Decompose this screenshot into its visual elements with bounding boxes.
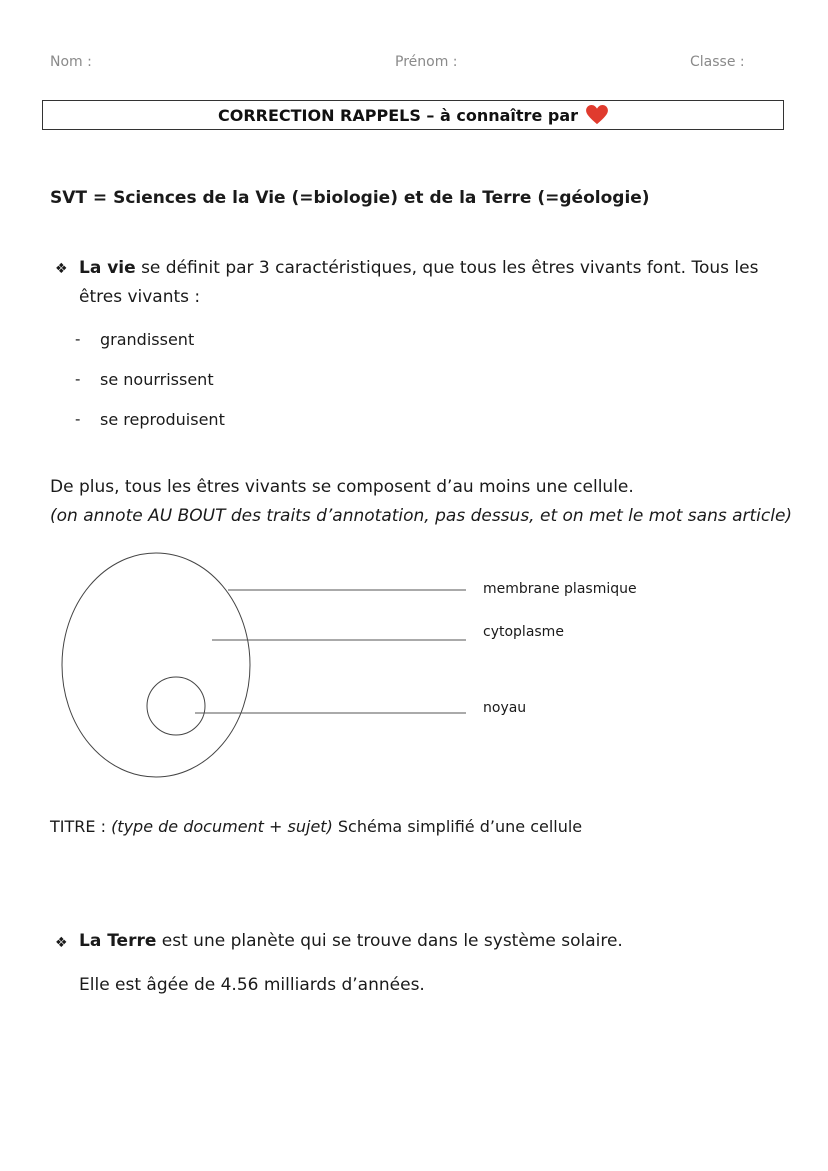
terre-rest: est une planète qui se trouve dans le système solaire. [156, 931, 623, 951]
list-dash: - [75, 370, 81, 388]
cell-membrane-outline [62, 553, 250, 777]
vie-rest: se définit par 3 caractéristiques, que tous les êtres vivants font. Tous les [135, 258, 759, 278]
svt-definition: SVT = Sciences de la Vie (=biologie) et de la Terre (=géologie) [50, 188, 650, 208]
titre-hint: (type de document + sujet) [111, 817, 333, 836]
list-item: se reproduisent [100, 410, 225, 429]
noyau-label: noyau [483, 700, 527, 716]
vie-paragraph-line2: êtres vivants : [79, 287, 201, 307]
terre-age: Elle est âgée de 4.56 milliards d’années. [79, 975, 425, 995]
nucleus-outline [147, 677, 205, 735]
list-item: grandissent [100, 330, 195, 349]
vie-bold: La vie [79, 258, 136, 278]
diagram-title [50, 817, 582, 836]
heart-icon [586, 105, 608, 125]
terre-paragraph [79, 931, 623, 951]
classe-label: Classe : [690, 54, 745, 70]
cellule-sentence: De plus, tous les êtres vivants se composent d’au moins une cellule. [50, 477, 634, 497]
prenom-label: Prénom : [395, 54, 458, 70]
vie-paragraph-line1 [79, 258, 758, 278]
title-box [42, 100, 784, 130]
cytoplasme-label: cytoplasme [483, 624, 564, 640]
bullet-vie-icon: ❖ [55, 261, 68, 277]
terre-bold: La Terre [79, 931, 157, 951]
nom-label: Nom : [50, 54, 92, 70]
list-item: se nourrissent [100, 370, 214, 389]
cell-diagram [0, 540, 828, 780]
list-dash: - [75, 410, 81, 428]
annotation-instruction: (on annote AU BOUT des traits d’annotation, pas dessus, et on met le mot sans article) [50, 506, 793, 526]
page-title: CORRECTION RAPPELS – à connaître par [217, 105, 579, 125]
titre-prefix: TITRE : [50, 817, 112, 836]
bullet-terre-icon: ❖ [55, 935, 68, 951]
list-dash: - [75, 330, 81, 348]
membrane-label: membrane plasmique [483, 581, 637, 597]
titre-text: Schéma simplifié d’une cellule [332, 817, 583, 836]
